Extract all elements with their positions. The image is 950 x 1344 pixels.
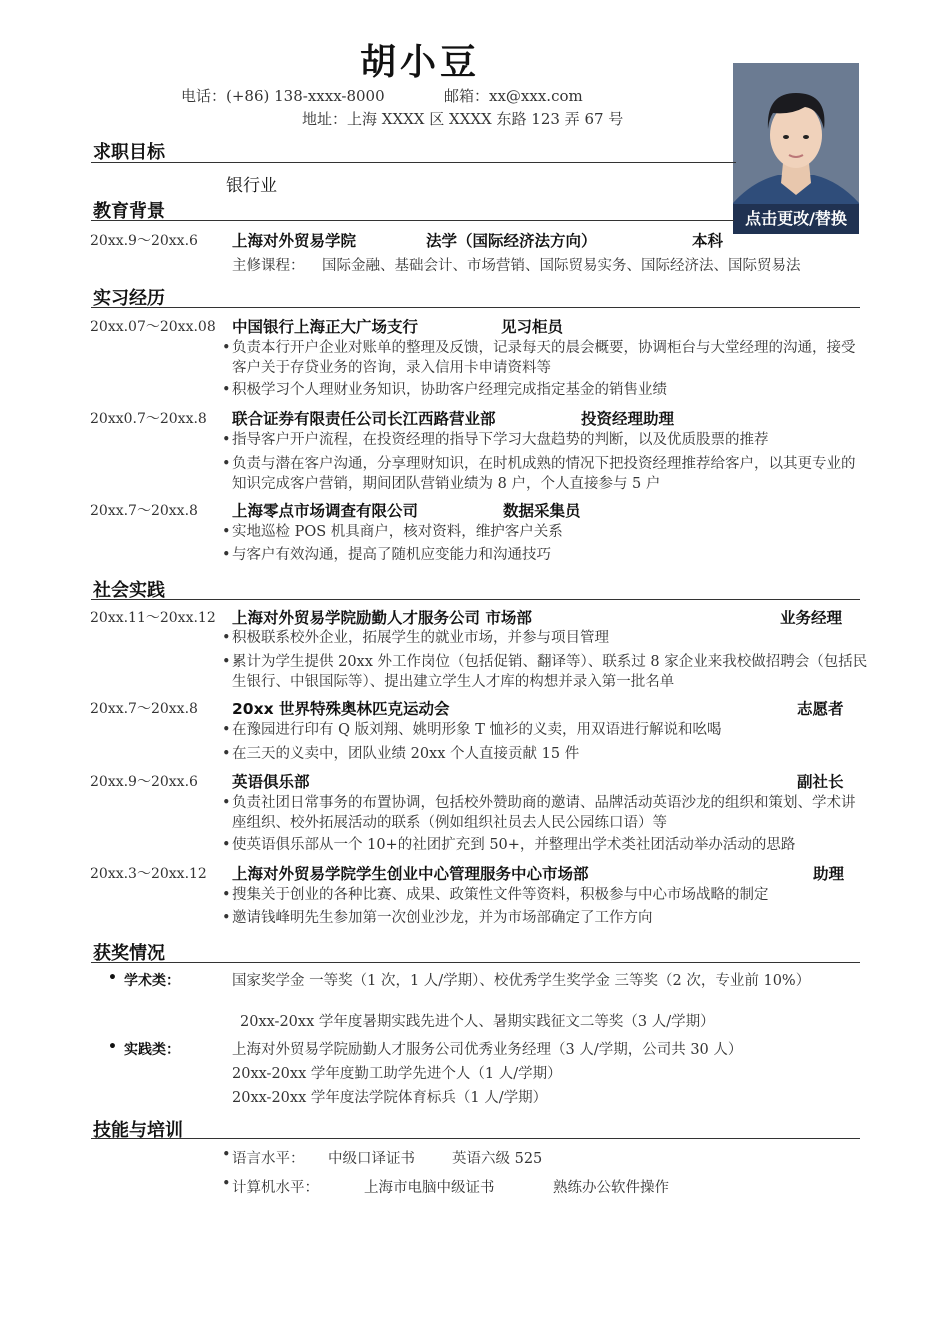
social-bullet: • 负责社团日常事务的布置协调，包括校外赞助商的邀请、品牌活动英语沙龙的组织和策划、学术讲座组织、校外拓展活动的联系（例如组织社员去人民公园练口语）等 [232,793,868,833]
social-bullet: • 在三天的义卖中，团队业绩 20xx 个人直接贡献 15 件 [232,744,868,764]
education-degree: 本科 [692,232,724,250]
section-rule [91,220,734,221]
courses-list: 国际金融、基础会计、市场营销、国际贸易实务、国际经济法、国际贸易法 [322,258,801,274]
internship-date: 20xx.7～20xx.8 [90,503,198,519]
candidate-name: 胡小豆 [359,42,480,83]
skill-computer-label: 计算机水平： [232,1180,319,1196]
internship-bullet: • 负责本行开户企业对账单的整理及反馈，记录每天的晨会概要，协调柜台与大堂经理的沟通，接受客户关于存贷业务的咨询，录入信用卡申请资料等 [232,338,868,378]
section-rule [91,162,736,163]
internship-date: 20xx0.7～20xx.8 [90,411,207,427]
social-org: 上海对外贸易学院学生创业中心管理服务中心市场部 [232,865,589,883]
social-bullet: • 搜集关于创业的各种比赛、成果、政策性文件等资料，积极参与中心市场战略的制定 [232,885,868,905]
phone: 电话：(+86) 138-xxxx-8000 [181,87,385,105]
internship-org: 中国银行上海正大广场支行 [232,318,419,336]
social-date: 20xx.9～20xx.6 [90,774,198,790]
internship-bullet: • 指导客户开户流程，在投资经理的指导下学习大盘趋势的判断，以及优质股票的推荐 [232,430,868,450]
social-date: 20xx.3～20xx.12 [90,866,207,882]
section-rule [91,1138,860,1139]
section-title-education: 教育背景 [93,201,165,222]
internship-bullet: • 实地巡检 POS 机具商户，核对资料，维护客户关系 [232,522,868,542]
social-role: 业务经理 [780,609,843,627]
social-role: 助理 [813,865,845,883]
social-org: 20xx 世界特殊奥林匹克运动会 [232,700,450,718]
section-rule [91,599,860,600]
change-photo-caption[interactable]: 点击更改/替换 [733,204,859,234]
courses-label: 主修课程： [232,258,305,274]
internship-org: 上海零点市场调查有限公司 [232,502,419,520]
social-bullet: • 积极联系校外企业，拓展学生的就业市场，并参与项目管理 [232,628,868,648]
internship-role: 数据采集员 [503,502,581,520]
education-date: 20xx.9～20xx.6 [90,233,198,249]
email: 邮箱：xx@xxx.com [444,87,583,105]
internship-role: 投资经理助理 [581,410,675,428]
address: 地址：上海 XXXX 区 XXXX 东路 123 弄 67 号 [302,110,624,128]
skill-bullet: • [222,1176,231,1192]
internship-bullet: • 与客户有效沟通，提高了随机应变能力和沟通技巧 [232,545,868,565]
education-school: 上海对外贸易学院 [232,232,357,250]
award-item: 20xx-20xx 学年度暑期实践先进个人、暑期实践征文二等奖（3 人/学期） [240,1014,715,1030]
internship-bullet: • 负责与潜在客户沟通，分享理财知识，在时机成熟的情况下把投资经理推荐给客户，以其更专业的知识完成客户营销，期间团队营销业绩为 8 户，个人直接参与 5 户 [232,454,868,494]
award-item: 国家奖学金 一等奖（1 次，1 人/学期）、校优秀学生奖学金 三等奖（2 次，专业前 10%） [232,973,811,989]
education-major: 法学（国际经济法方向） [426,232,597,250]
award-category-bullet: • [108,970,117,986]
internship-role: 见习柜员 [501,318,564,336]
internship-bullet: • 积极学习个人理财业务知识，协助客户经理完成指定基金的销售业绩 [232,380,868,400]
skill-language-item: 英语六级 525 [452,1151,543,1167]
profile-photo[interactable] [733,63,859,234]
skill-computer-item: 上海市电脑中级证书 [364,1180,495,1196]
skill-bullet: • [222,1147,231,1163]
skill-language-label: 语言水平： [232,1151,305,1167]
award-category-academic: 学术类： [124,973,180,989]
social-bullet: • 在豫园进行印有 Q 版刘翔、姚明形象 T 恤衫的义卖，用双语进行解说和吆喝 [232,720,868,740]
section-rule [91,307,860,308]
award-category-bullet: • [108,1039,117,1055]
section-title-internship: 实习经历 [93,288,165,309]
award-item: 20xx-20xx 学年度法学院体育标兵（1 人/学期） [232,1090,548,1106]
social-date: 20xx.7～20xx.8 [90,701,198,717]
social-role: 志愿者 [797,700,844,718]
social-date: 20xx.11～20xx.12 [90,610,216,626]
social-bullet: • 邀请钱峰明先生参加第一次创业沙龙，并为市场部确定了工作方向 [232,908,868,928]
internship-org: 联合证券有限责任公司长江西路营业部 [232,410,496,428]
section-title-social: 社会实践 [93,580,165,601]
objective-value: 银行业 [226,176,277,196]
skill-language-item: 中级口译证书 [328,1151,415,1167]
award-item: 20xx-20xx 学年度勤工助学先进个人（1 人/学期） [232,1066,562,1082]
social-role: 副社长 [797,773,844,791]
award-category-practice: 实践类： [124,1042,180,1058]
internship-date: 20xx.07～20xx.08 [90,319,216,335]
skill-computer-item: 熟练办公软件操作 [553,1180,669,1196]
award-item: 上海对外贸易学院励勤人才服务公司优秀业务经理（3 人/学期，公司共 30 人） [232,1042,743,1058]
social-org: 英语俱乐部 [232,773,310,791]
social-org: 上海对外贸易学院励勤人才服务公司 市场部 [232,609,532,627]
section-rule [91,962,860,963]
social-bullet: • 累计为学生提供 20xx 外工作岗位（包括促销、翻译等）、联系过 8 家企业来我校做招聘会（包括民生银行、中银国际等）、提出建立学生人才库的构想并录入第一批名单 [232,652,868,692]
section-title-objective: 求职目标 [93,142,165,163]
section-title-awards: 获奖情况 [93,943,165,964]
social-bullet: • 使英语俱乐部从一个 10+的社团扩充到 50+，并整理出学术类社团活动举办活动的思路 [232,835,868,855]
section-title-skills: 技能与培训 [93,1120,183,1141]
